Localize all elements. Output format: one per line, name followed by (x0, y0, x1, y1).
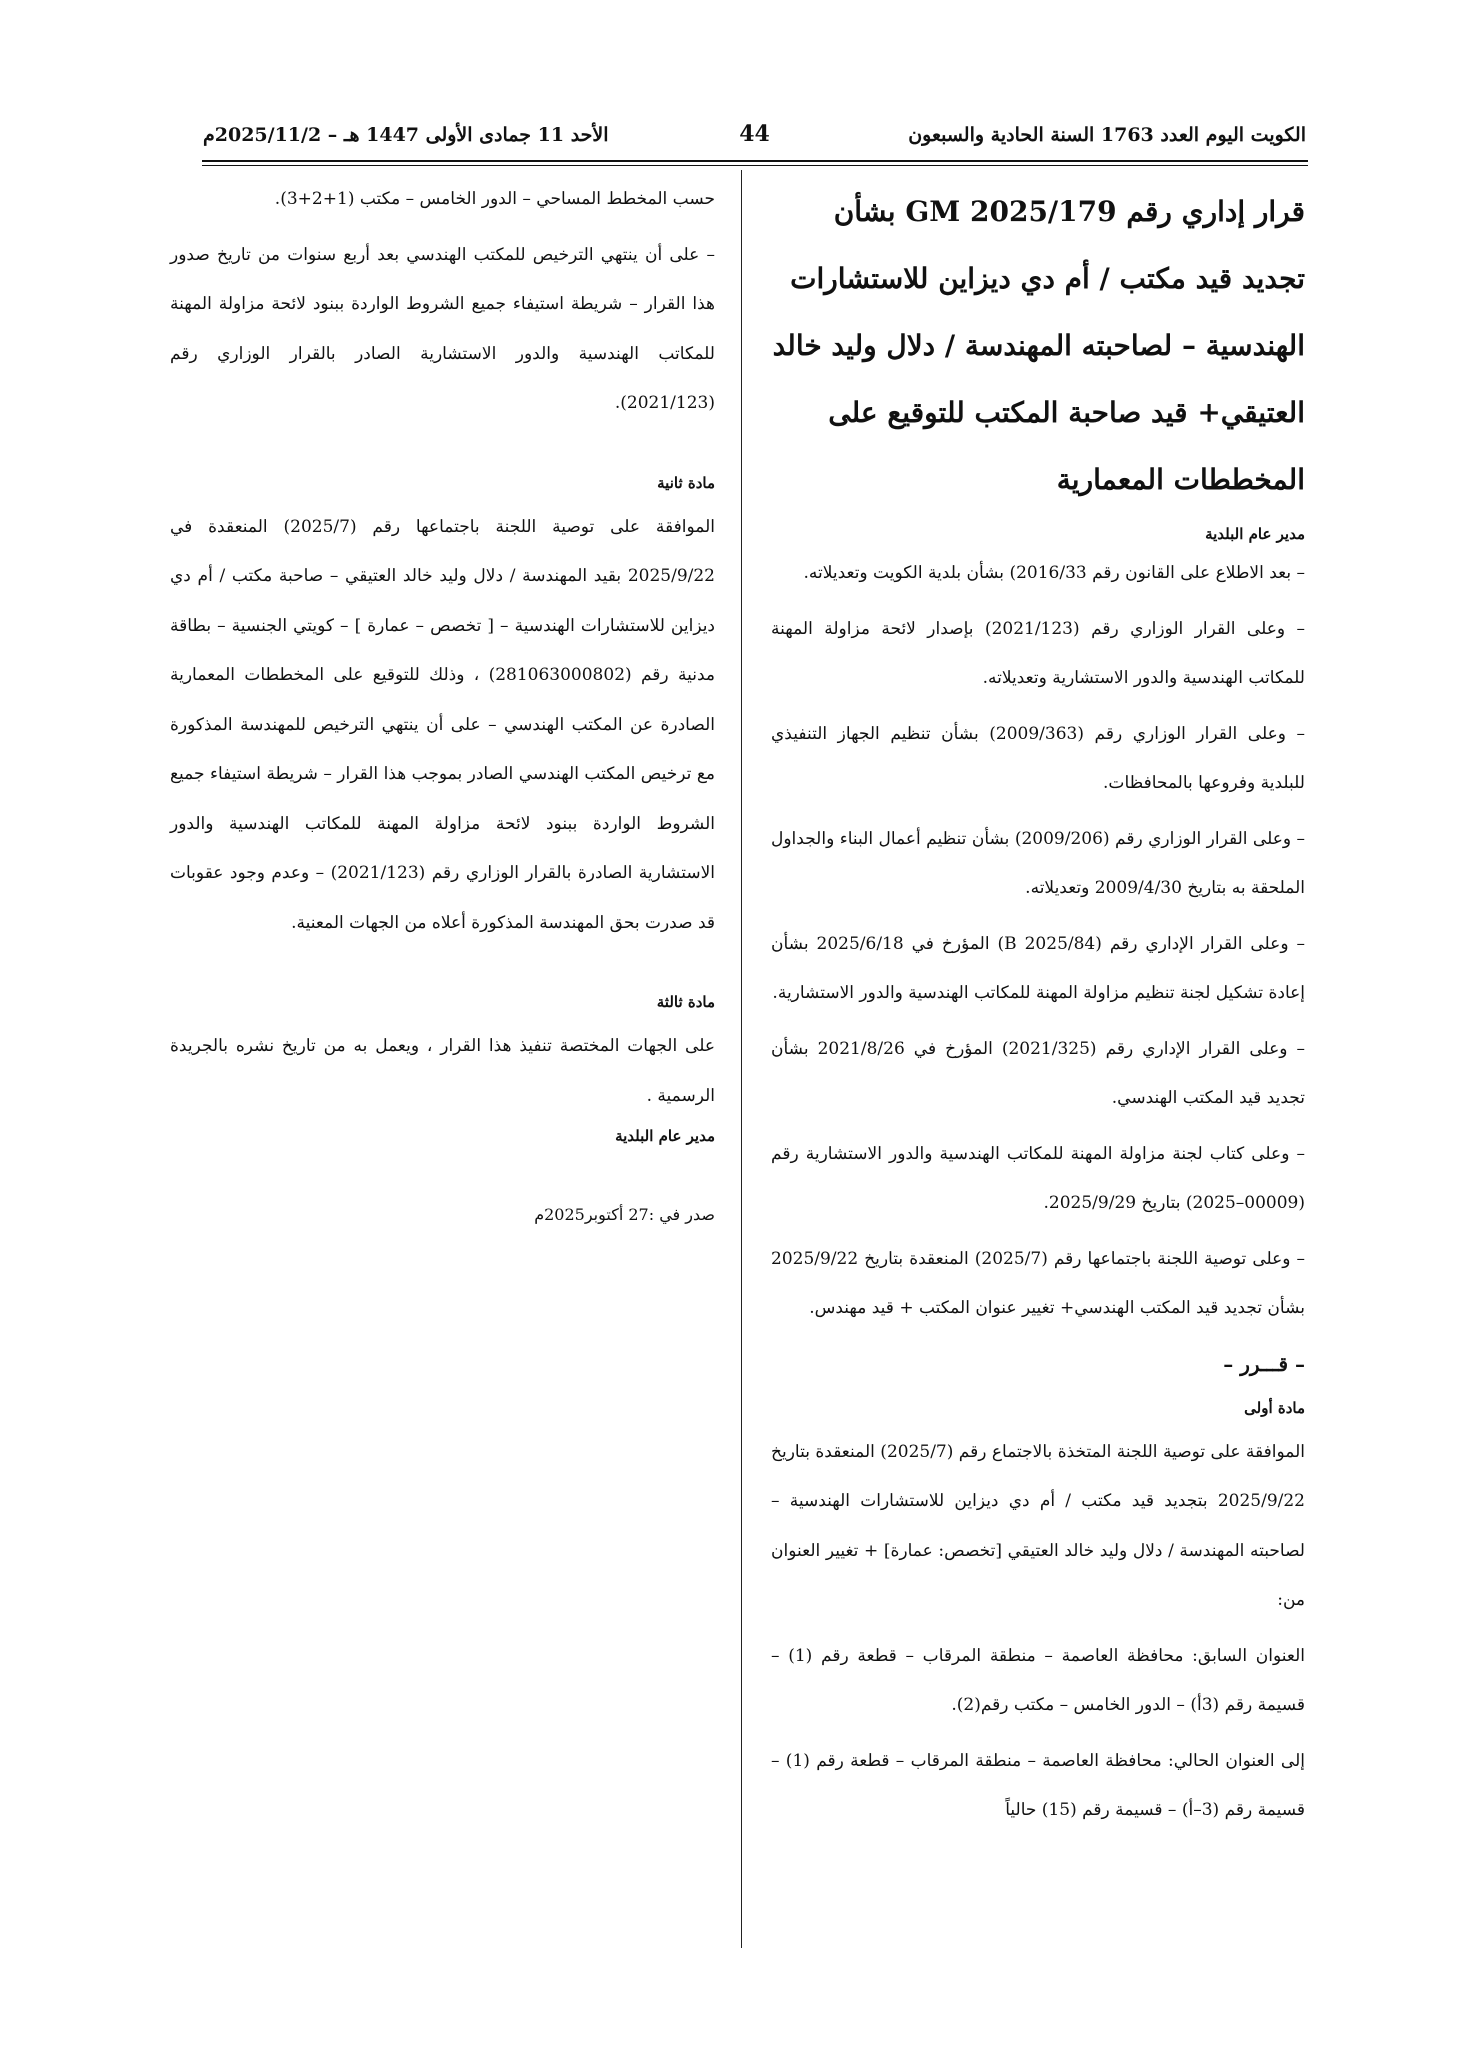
decree-heading: – قـــرر – (1223, 1351, 1305, 1376)
signature: مدير عام البلدية (615, 1127, 715, 1145)
column-divider (741, 170, 742, 1948)
preamble-paragraph: – وعلى كتاب لجنة مزاولة المهنة للمكاتب الهندسية والدور الاستشارية رقم (00009–2025) بتاريخ 2025/9/29. (771, 1143, 1305, 1213)
article-2-heading: مادة ثانية (657, 473, 715, 492)
header-issue-info: الكويت اليوم العدد 1763 السنة الحادية والسبعون (908, 124, 1306, 146)
preamble-paragraph: – وعلى القرار الوزاري رقم (2009/363) بشأن تنظيم الجهاز التنفيذي للبلدية وفروعها بالمحافظات. (771, 723, 1305, 793)
article-1-paragraph: الموافقة على توصية اللجنة المتخذة بالاجتماع رقم (2025/7) المنعقدة بتاريخ 2025/9/22 بتجديد قيد مكتب / أم دي ديزاين للاستشارات الهندسية – لصاحبته المهندسة / دلال وليد خالد العتيقي [تخصص: عمارة] + تغيير العنوان من: (771, 1441, 1306, 1610)
page-number: 44 (739, 121, 770, 147)
header-rule-thin (202, 165, 1308, 166)
decree-title: قرار إداري رقم 2025/179 GM بشأن تجديد قيد مكتب / أم دي ديزاين للاستشارات الهندسية – لصاحبته المهندسة / دلال وليد خالد العتيقي+ قيد صاحبة المكتب للتوقيع على المخططات المعمارية (772, 195, 1305, 496)
preamble-paragraph: – وعلى القرار الوزاري رقم (2009/206) بشأن تنظيم أعمال البناء والجداول الملحقة به بتاريخ 2009/4/30 وتعديلاته. (771, 828, 1305, 898)
left-column (170, 175, 715, 1224)
preamble-paragraph: – بعد الاطلاع على القانون رقم 2016/33) بشأن بلدية الكويت وتعديلاته. (803, 563, 1305, 583)
article-1-continuation: حسب المخطط المساحي – الدور الخامس – مكتب (1+2+3). (274, 189, 715, 209)
issuer-heading: مدير عام البلدية (1205, 525, 1305, 543)
right-column (771, 178, 1305, 1842)
article-3-heading: مادة ثالثة (656, 993, 715, 1011)
preamble-paragraph: – وعلى القرار الوزاري رقم (2021/123) بإصدار لائحة مزاولة المهنة للمكاتب الهندسية والدور الاستشارية وتعديلاته. (771, 618, 1305, 688)
header-rule-thick (202, 160, 1308, 162)
article-2-text: الموافقة على توصية اللجنة باجتماعها رقم (2025/7) المنعقدة في 2025/9/22 بقيد المهندسة / دلال وليد خالد العتيقي – صاحبة مكتب / أم دي ديزاين للاستشارات الهندسية – [ تخصص – عمارة ] – كويتي الجنسية – بطاقة مدنية رقم (281063000802) ، وذلك للتوقيع على المخططات المعمارية الصادرة عن المكتب الهندسي – على أن ينتهي الترخيص للمهندسة المذكورة مع ترخيص المكتب الهندسي الصادر بموجب هذا القرار – شريطة استيفاء جميع الشروط الواردة ببنود لائحة مزاولة المهنة للمكاتب الهندسية والدور الاستشارية الصادرة بالقرار الوزاري رقم (2021/123) – وعدم وجود عقوبات قد صدرت بحق المهندسة المذكورة أعلاه من الجهات المعنية. (170, 516, 715, 933)
article-1-continuation: – على أن ينتهي الترخيص للمكتب الهندسي بعد أربع سنوات من تاريخ صدور هذا القرار – شريطة استيفاء جميع الشروط الواردة ببنود لائحة مزاولة المهنة للمكاتب الهندسية والدور الاستشارية الصادر بالقرار الوزاري رقم (2021/123). (170, 244, 715, 413)
page-header (203, 118, 1306, 158)
header-date: الأحد 11 جمادى الأولى 1447 هـ – 2025/11/2م (203, 124, 609, 146)
preamble-paragraph: – وعلى توصية اللجنة باجتماعها رقم (2025/7) المنعقدة بتاريخ 2025/9/22 بشأن تجديد قيد المكتب الهندسي+ تغيير عنوان المكتب + قيد مهندس. (771, 1248, 1306, 1318)
issued-date: صدر في :27 أكتوبر2025م (534, 1205, 715, 1224)
preamble-paragraph: – وعلى القرار الإداري رقم (2021/325) المؤرخ في 2021/8/26 بشأن تجديد قيد المكتب الهندسي. (771, 1038, 1306, 1108)
article-1-paragraph: العنوان السابق: محافظة العاصمة – منطقة المرقاب – قطعة رقم (1) – قسيمة رقم (3أ) – الدور الخامس – مكتب رقم(2). (771, 1645, 1305, 1715)
article-1-paragraph: إلى العنوان الحالي: محافظة العاصمة – منطقة المرقاب – قطعة رقم (1) – قسيمة رقم (3–أ) – قسيمة رقم (15) حالياً (771, 1750, 1305, 1820)
article-3-text: على الجهات المختصة تنفيذ هذا القرار ، ويعمل به من تاريخ نشره بالجريدة الرسمية . (170, 1036, 715, 1106)
article-1-heading: مادة أولى (1244, 1398, 1305, 1417)
preamble-paragraph: – وعلى القرار الإداري رقم (B 2025/84) المؤرخ في 2025/6/18 بشأن إعادة تشكيل لجنة تنظيم مزاولة المهنة للمكاتب الهندسية والدور الاستشارية. (771, 933, 1305, 1003)
